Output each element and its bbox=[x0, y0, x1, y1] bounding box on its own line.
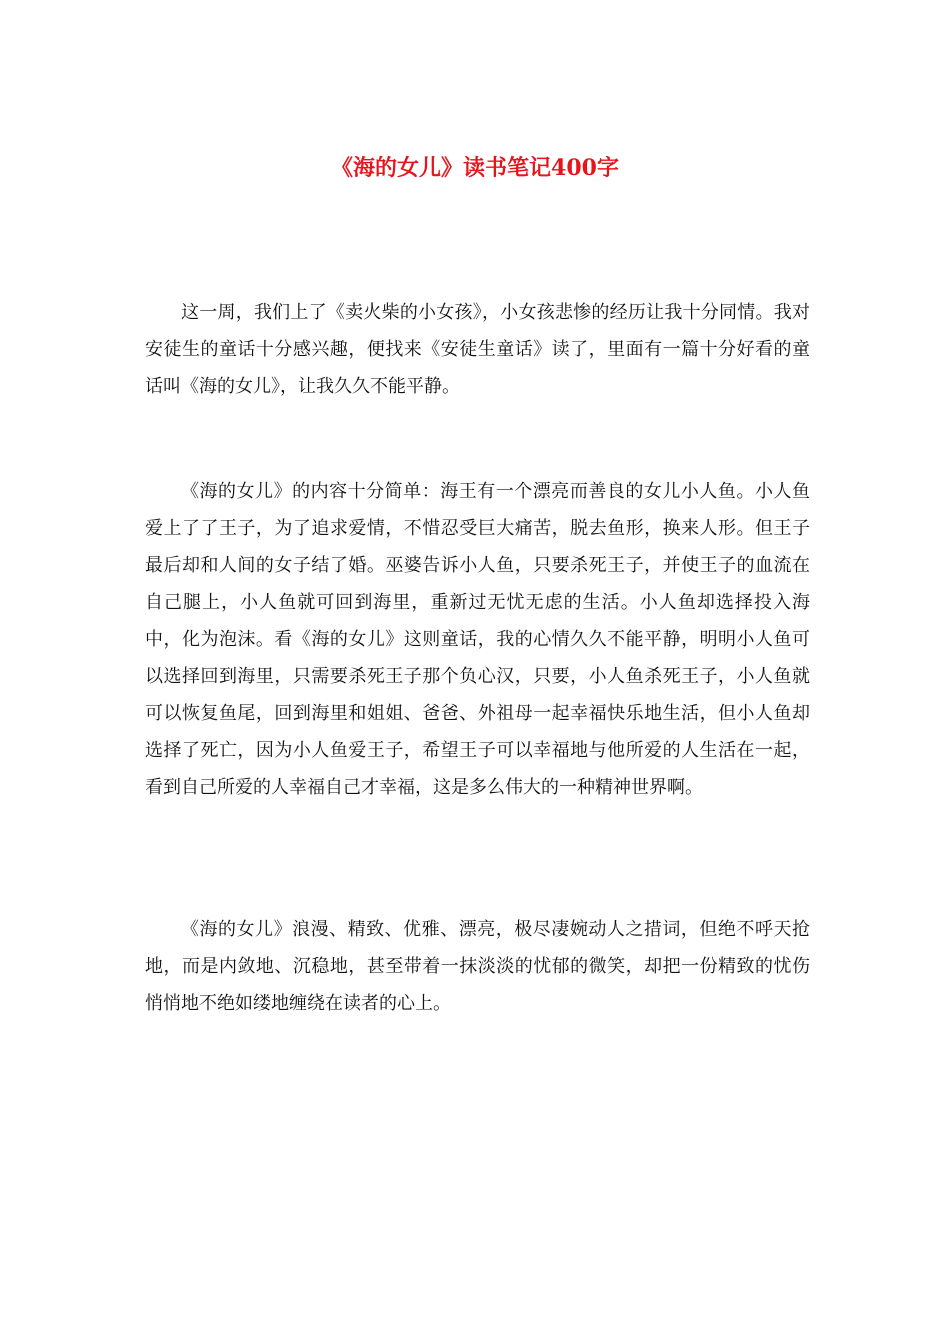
document-title: 《海的女儿》读书笔记400字 bbox=[331, 155, 619, 181]
paragraph-3: 《海的女儿》浪漫、精致、优雅、漂亮，极尽凄婉动人之措词，但绝不呼天抢地，而是内敛地、沉稳地，甚至带着一抹淡淡的忧郁的微笑，却把一份精致的忧伤悄悄地不绝如缕地缠绕在读者的心上。 bbox=[145, 919, 810, 1014]
paragraph-1: 这一周，我们上了《卖火柴的小女孩》，小女孩悲惨的经历让我十分同情。我对安徒生的童话十分感兴趣，便找来《安徒生童话》读了，里面有一篇十分好看的童话叫《海的女儿》，让我久久不能平静。 bbox=[145, 302, 810, 397]
paragraph-2: 《海的女儿》的内容十分简单：海王有一个漂亮而善良的女儿小人鱼。小人鱼爱上了了王子，为了追求爱情，不惜忍受巨大痛苦，脱去鱼形，换来人形。但王子最后却和人间的女子结了婚。巫婆告诉小人鱼，只要杀死王子，并使王子的血流在自己腿上，小人鱼就可回到海里，重新过无忧无虑的生活。小人鱼却选择投入海中，化为泡沫。看《海的女儿》这则童话，我的心情久久不能平静，明明小人鱼可以选择回到海里，只需要杀死王子那个负心汉，只要，小人鱼杀死王子，小人鱼就可以恢复鱼尾，回到海里和姐姐、爸爸、外祖母一起幸福快乐地生活，但小人鱼却选择了死亡，因为小人鱼爱王子，希望王子可以幸福地与他所爱的人生活在一起，看到自己所爱的人幸福自己才幸福，这是多么伟大的一种精神世界啊。 bbox=[145, 481, 810, 798]
